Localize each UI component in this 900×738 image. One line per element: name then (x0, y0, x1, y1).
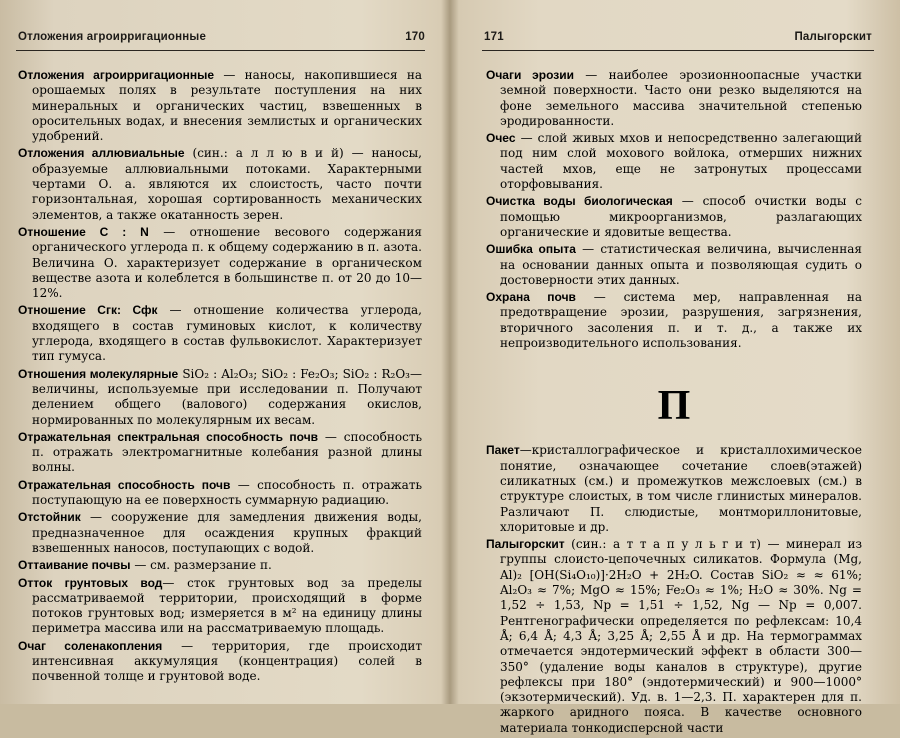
dictionary-entry (486, 242, 862, 288)
entry-definition: — отношение количества углерода, входящего в состав гуминовых кислот, к количеству углерода, входящего в состав фульвокислот. Характеризует тип гумуса. (32, 303, 422, 364)
dictionary-entry (486, 443, 862, 535)
dictionary-entry (18, 146, 422, 222)
dictionary-entry (486, 68, 862, 129)
dictionary-entry (18, 430, 422, 476)
entry-definition: — способность п. отражать поступающую на ее поверхность суммарную радиацию. (32, 477, 422, 508)
entry-definition: SiO₂ : Al₂O₃; SiO₂ : Fe₂O₃; SiO₂ : R₂O₃— величины, используемые при исследовании п. Получают делением общего (валового) содержания окислов, нормированных по молекулярным их весам. (32, 366, 422, 427)
entry-term: Очаг соленакопления (18, 638, 163, 653)
entry-definition: — наиболее эрозионноопасные участки земной поверхности. Часто они резко выделяются на фоне земельного массива значительной степенью эродированности. (500, 68, 862, 128)
entry-definition: — наносы, накопившиеся на орошаемых полях в результате поступления на них минеральных и органических частиц, взвешенных в оросительных водах, и внесения землистых и органических удобрений. (32, 68, 423, 144)
entry-term: Оттаивание почвы (18, 558, 131, 573)
right-header-title: Палыгорскит (794, 31, 872, 43)
entry-definition: — территория, где происходит интенсивная аккумуляция (концентрация) солей в почвенной толще и грунтовой воде. (32, 638, 422, 684)
entry-term: Палыгорскит (486, 537, 565, 552)
right-page-header (484, 31, 872, 49)
entry-definition: — сооружение для замедления движения воды, предназначенное для осаждения крупных фракций взвешенных наносов, поступающих с водой. (32, 510, 422, 555)
dictionary-entry (18, 558, 422, 573)
entry-term: Охрана почв (486, 290, 576, 305)
dictionary-entry (18, 478, 422, 509)
section-letter: П (657, 383, 691, 430)
entry-term: Отстойник (18, 510, 81, 525)
entry-term: Очистка воды биологическая (486, 194, 673, 209)
right-page-body (486, 68, 862, 738)
dictionary-entry (486, 194, 862, 240)
entry-definition: —кристаллографическое и кристаллохимическое понятие, означающее сочетание слоев(этажей) силикатных (см.) и промежутков межслоевых (см.) в структуре слоистых, в том числе глинистых минералов. Различают П. слюдистые, монтмориллонитовые, хлоритовые и др. (500, 443, 862, 534)
left-header-title: Отложения агроирригационные (18, 31, 207, 43)
entry-definition: — способ очистки воды с помощью микроорганизмов, разлагающих органические и ядовитые вещества. (500, 194, 862, 239)
right-page-number: 171 (484, 31, 504, 43)
entry-definition: — статистическая величина, вычисленная на основании данных опыта и позволяющая судить о достоверности этих данных. (500, 242, 862, 287)
dictionary-entry (18, 303, 422, 364)
dictionary-entry (18, 68, 422, 144)
dictionary-entry (18, 639, 422, 685)
entry-term: Отток грунтовых вод (18, 575, 163, 590)
dictionary-entry (486, 290, 862, 351)
entry-term: Пакет (486, 443, 520, 458)
entry-term: Ошибка опыта (486, 242, 576, 257)
entry-term: Очаги эрозии (486, 68, 575, 82)
entry-definition: — сток грунтовых вод за пределы рассматриваемой территории, происходящий в форме потоков грунтовых вод; измеряется в м² на единицу длины периметра массива или на рассматриваемую площадь. (32, 575, 422, 636)
entry-definition: — см. размерзание п. (130, 558, 272, 573)
entry-term: Отражательная спектральная способность почв (18, 429, 319, 444)
entry-term: Отложения аллювиальные (18, 146, 185, 161)
entry-definition: (син.: а т т а п у л ь г и т) — минерал из группы слоисто-цепочечных силикатов. Формула (Mg, Al)₂ [OH(Si₄O₁₀)]·2H₂O + 2H₂O. Состав SiO₂ ≈ ≈ 61%; Al₂O₃ ≈ 7%; MgO ≈ 15%; Fe₂O₃ ≈ 1%; H₂O ≈ 30%. Ng = 1,52 ÷ 1,53, Np = 1,51 ÷ 1,52, Ng — Np = 0,007. Рентгенографически определяется по рефлексам: 10,4 Å; 6,4 Å; 4,3 Å; 3,25 Å; 2,55 Å и др. На термограммах отмечается эндотермический эффект в области 300—350° (удаление воды каналов в структуре), другие рефлексы при 180° (эндотермический) и 900—1000° (экзотермический). Уд. в. 1—2,3. П. характерен для п. жаркого аридного пояса. В качестве основного материала тонкодисперсной части (500, 537, 862, 735)
entry-definition: (син.: а л л ю в и й) — наносы, образуемые аллювиальными потоками. Характерными чертами О. а. являются их слоистость, часто почти горизонтальная, хорошая сортированность механических элементов, а также окатанность зерен. (32, 146, 422, 222)
entry-term: Отложения агроирригационные (18, 68, 215, 82)
entry-term: Отражательная способность почв (18, 477, 231, 492)
left-page-header (18, 31, 425, 49)
entry-term: Очес (486, 131, 516, 146)
entry-term: Отношение С : N (18, 224, 149, 239)
dictionary-entry (18, 576, 422, 637)
entry-definition: — отношение весового содержания органического углерода п. к общему содержанию в п. азота. Величина О. характеризует содержание в органическом веществе азота и колеблется в большинстве п. от 20 до 10—12%. (32, 224, 423, 301)
entry-term: Отношение Сгк: Сфк (18, 303, 158, 318)
dictionary-entry (486, 131, 862, 192)
dictionary-entry (486, 537, 862, 736)
left-header-rule (16, 50, 425, 51)
dictionary-entry (18, 367, 422, 428)
entry-definition: — слой живых мхов и непосредственно залегающий под ним слой мохового войлока, отмерших нижних частей мхов, еще не затронутых процессами оторфовывания. (500, 131, 862, 192)
dictionary-entry (18, 510, 422, 556)
left-page-body (18, 68, 422, 687)
dictionary-entry (18, 225, 422, 301)
right-header-rule (482, 50, 874, 51)
entry-definition: — система мер, направленная на предотвращение эрозии, разрушения, загрязнения, вторичного засоления п. и т. д., а также их непроизводительного использования. (500, 290, 862, 351)
entry-term: Отношения молекулярные (18, 366, 179, 381)
entry-definition: — способность п. отражать электромагнитные колебания разной длины волны. (32, 429, 422, 475)
left-page-number: 170 (405, 31, 425, 43)
